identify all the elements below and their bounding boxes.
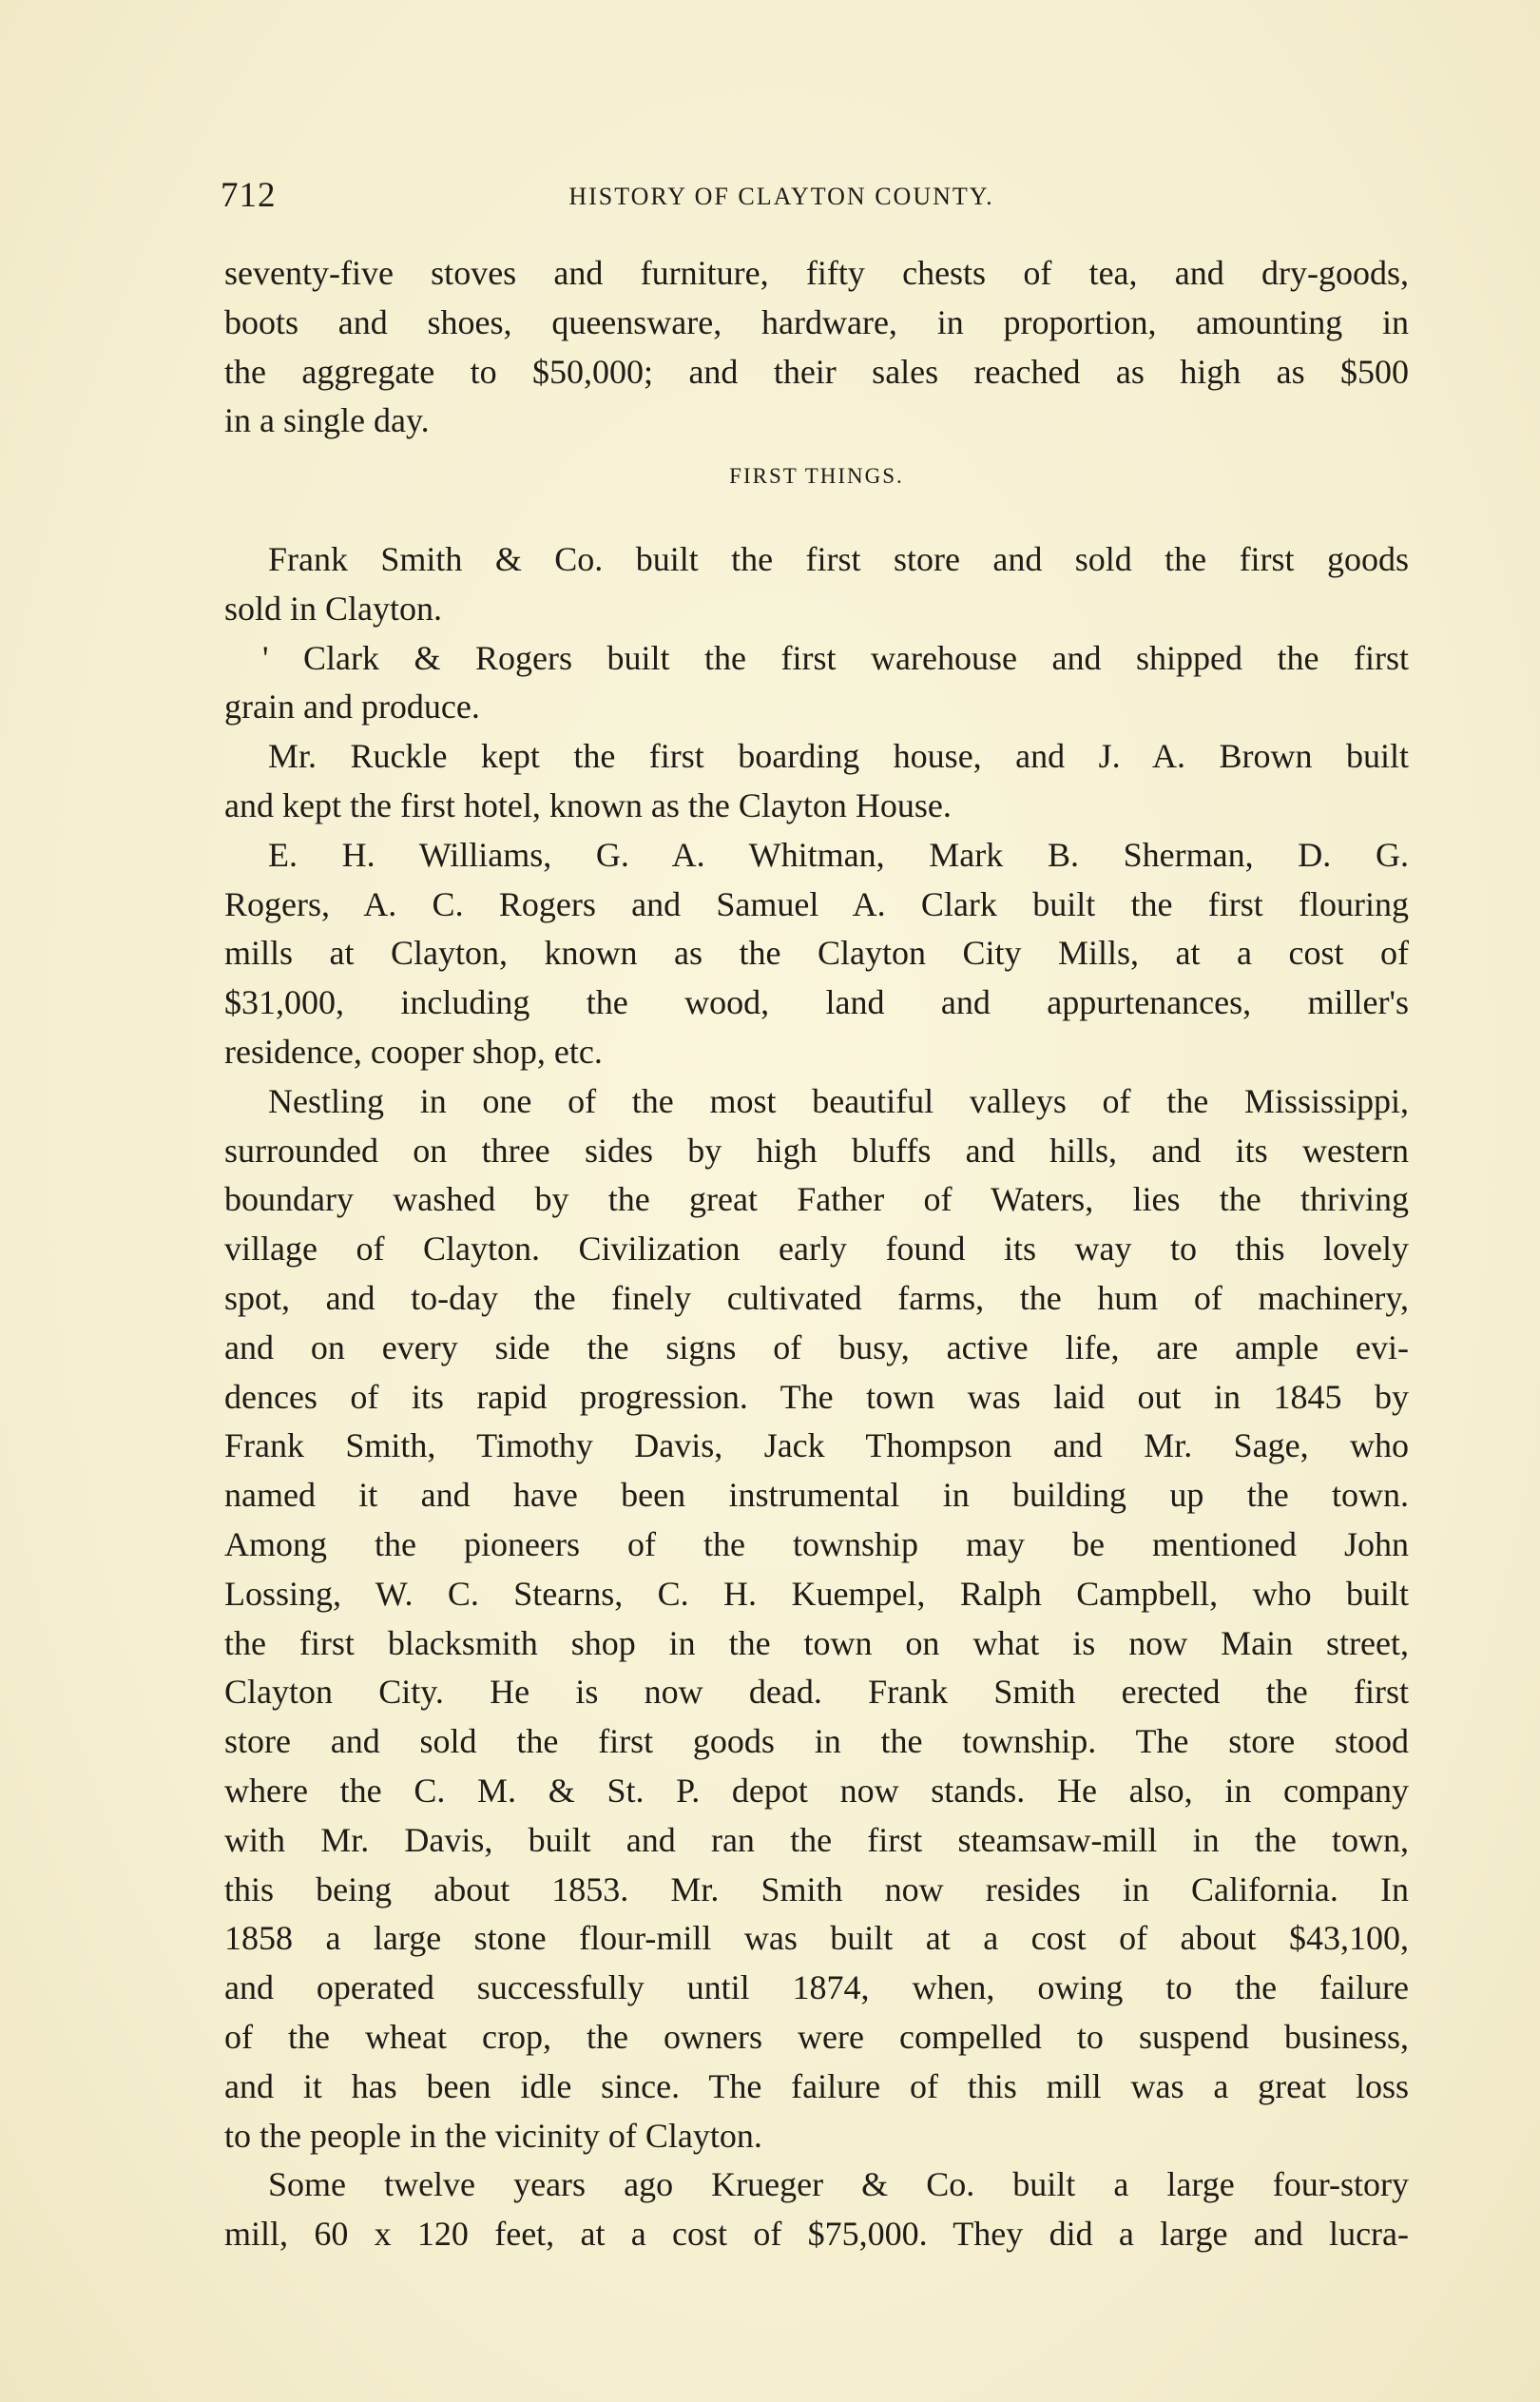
text-line: Frank Smith & Co. built the first store and sold the first goods (268, 540, 1409, 578)
text-line: E. H. Williams, G. A. Whitman, Mark B. Sherman, D. G. (268, 835, 1409, 874)
text-line: sold in Clayton. (224, 589, 443, 628)
text-line: Some twelve years ago Krueger & Co. built a large four-story (268, 2165, 1409, 2204)
text-line: 1858 a large stone flour-mill was built at a cost of about $43,100, (224, 1919, 1409, 1958)
text-line: and it has been idle since. The failure of this mill was a great loss (224, 2066, 1409, 2105)
text-line: Nestling in one of the most beautiful valleys of the Mississippi, (268, 1081, 1409, 1120)
text-line: of the wheat crop, the owners were compelled to suspend business, (224, 2017, 1409, 2056)
text-line: the aggregate to $50,000; and their sales reached as high as $500 (224, 352, 1409, 391)
page-header (221, 175, 1342, 223)
text-line: ' Clark & Rogers built the first warehouse and shipped the first (262, 638, 1409, 677)
text-line: spot, and to-day the finely cultivated farms, the hum of machinery, (224, 1278, 1409, 1317)
text-line: with Mr. Davis, built and ran the first steamsaw-mill in the town, (224, 1820, 1409, 1859)
text-line: this being about 1853. Mr. Smith now resides in California. In (224, 1869, 1409, 1908)
text-line: mill, 60 x 120 feet, at a cost of $75,000. They did a large and lucra- (224, 2215, 1409, 2254)
text-line: Mr. Ruckle kept the first boarding house, and J. A. Brown built (268, 737, 1409, 776)
section-body (224, 535, 1409, 2259)
text-line: residence, cooper shop, etc. (224, 1032, 603, 1071)
text-line: Lossing, W. C. Stearns, C. H. Kuempel, Ralph Campbell, who built (224, 1574, 1409, 1613)
text-line: village of Clayton. Civilization early found its way to this lovely (224, 1230, 1409, 1269)
text-line: Among the pioneers of the township may be mentioned John (224, 1524, 1409, 1563)
text-line: $31,000, including the wood, land and appurtenances, miller's (224, 983, 1409, 1022)
page-number: 712 (221, 176, 277, 215)
text-line: store and sold the first goods in the township. The store stood (224, 1722, 1409, 1761)
text-line: to the people in the vicinity of Clayton. (224, 2116, 762, 2155)
text-line: Clayton City. He is now dead. Frank Smith erected the first (224, 1673, 1409, 1712)
text-line: surrounded on three sides by high bluffs and hills, and its western (224, 1131, 1409, 1170)
running-head: HISTORY OF CLAYTON COUNTY. (568, 183, 994, 210)
section-heading: FIRST THINGS. (729, 464, 904, 488)
text-line: and operated successfully until 1874, when, owing to the failure (224, 1968, 1409, 2007)
intro-paragraph (224, 249, 1409, 446)
text-line: mills at Clayton, known as the Clayton City Mills, at a cost of (224, 934, 1409, 973)
text-line: Rogers, A. C. Rogers and Samuel A. Clark built the first flouring (224, 884, 1409, 923)
text-line: dences of its rapid progression. The town was laid out in 1845 by (224, 1377, 1409, 1416)
text-line: named it and have been instrumental in building up the town. (224, 1476, 1409, 1515)
text-line: and on every side the signs of busy, active life, are ample evi- (224, 1327, 1409, 1366)
text-line: in a single day. (224, 401, 430, 440)
text-line: the first blacksmith shop in the town on what is now Main street, (224, 1623, 1409, 1662)
text-line: Frank Smith, Timothy Davis, Jack Thompson and Mr. Sage, who (224, 1426, 1409, 1465)
text-line: boots and shoes, queensware, hardware, in proportion, amounting in (224, 302, 1409, 341)
text-line: where the C. M. & St. P. depot now stands. He also, in company (224, 1771, 1409, 1810)
text-line: seventy-five stoves and furniture, fifty chests of tea, and dry-goods, (224, 254, 1409, 292)
text-line: boundary washed by the great Father of Waters, lies the thriving (224, 1180, 1409, 1219)
text-line: grain and produce. (224, 688, 480, 726)
text-line: and kept the first hotel, known as the Clayton House. (224, 785, 952, 824)
